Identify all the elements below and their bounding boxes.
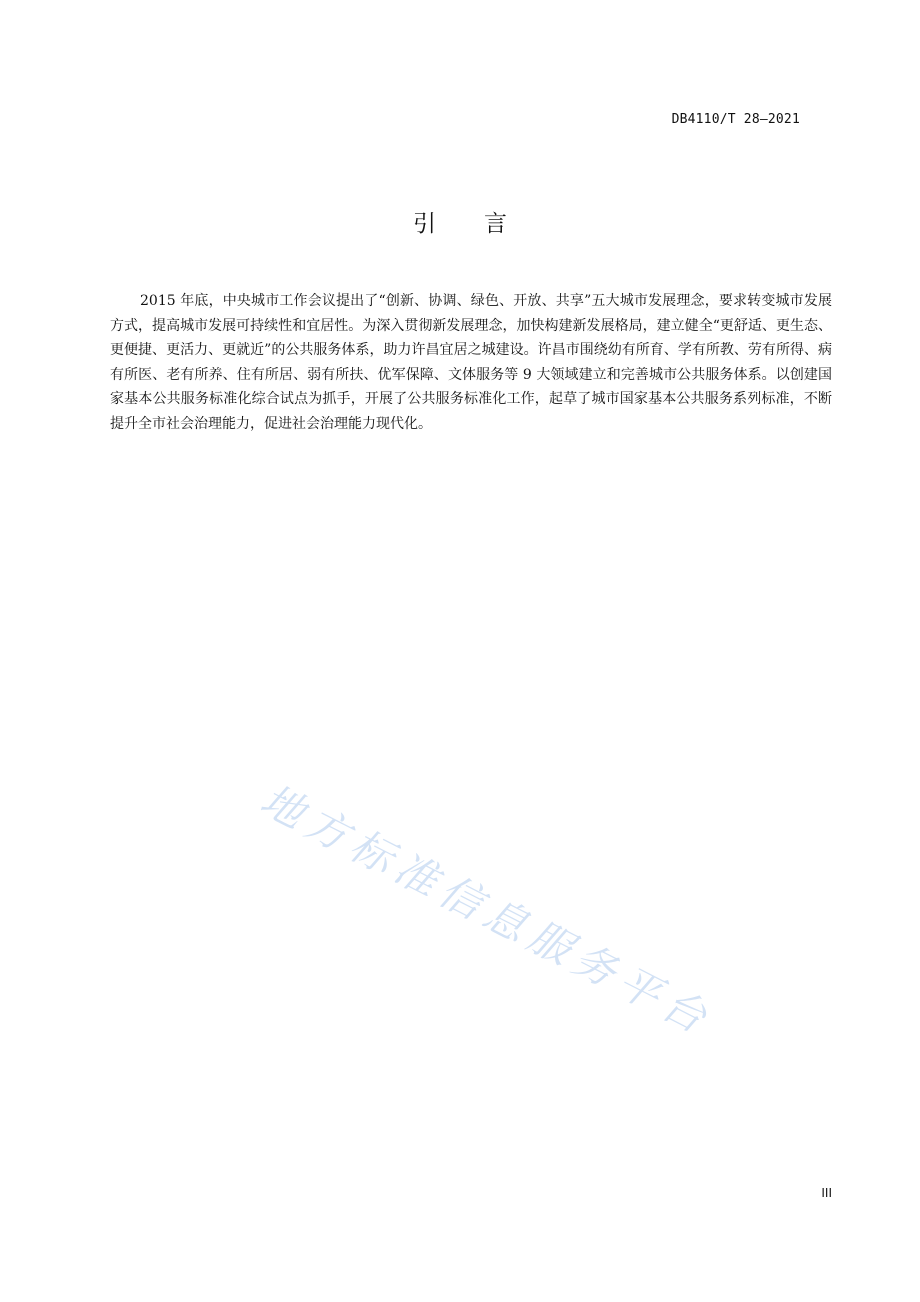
watermark: 地方标准信息服务平台 (252, 774, 721, 1046)
introduction-paragraph: 2015 年底，中央城市工作会议提出了“创新、协调、绿色、开放、共享”五大城市发展理念，要求转变城市发展方式，提高城市发展可持续性和宜居性。为深入贯彻新发展理念，加快构建新发展格局，建立健全“更舒适、更生态、更便捷、更活力、更就近”的公共服务体系，助力许昌宜居之城建设。许昌市围绕幼有所育、学有所教、劳有所得、病有所医、老有所养、住有所居、弱有所扶、优军保障、文体服务等 9 大领域建立和完善城市公共服务体系。以创建国家基本公共服务标准化综合试点为抓手，开展了公共服务标准化工作，起草了城市国家基本公共服务系列标准，不断提升全市社会治理能力，促进社会治理能力现代化。 (110, 293, 832, 432)
section-title: 引言 (413, 211, 555, 237)
page-number: III (821, 1186, 832, 1200)
document-code: DB4110/T 28—2021 (671, 112, 800, 127)
